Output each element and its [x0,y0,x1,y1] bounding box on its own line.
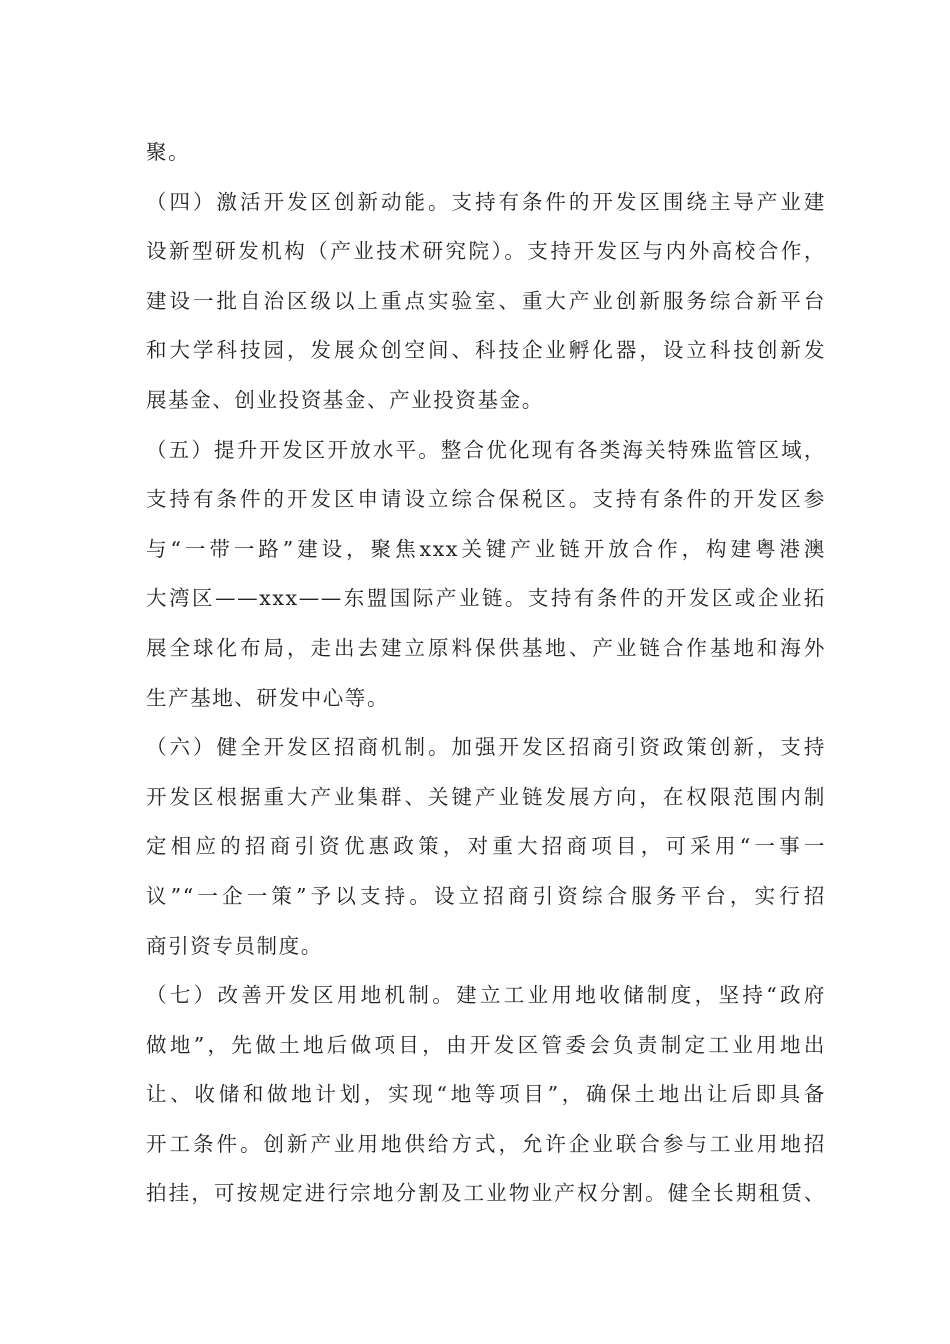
text-line: 开工条件。创新产业用地供给方式，允许企业联合参与工业用地招 [146,1131,826,1156]
text-line: 开发区根据重大产业集群、关键产业链发展方向，在权限范围内制 [146,784,826,809]
text-line: 生产基地、研发中心等。 [146,685,390,710]
text-line: 建设一批自治区级以上重点实验室、重大产业创新服务综合新平台 [146,288,826,313]
text-line: （五）提升开发区开放水平。整合优化现有各类海关特殊监管区域， [146,437,826,462]
text-line: （七）改善开发区用地机制。建立工业用地收储制度，坚持“政府 [146,983,826,1008]
text-line: （六）健全开发区招商机制。加强开发区招商引资政策创新，支持 [146,735,826,760]
text-line: 大湾区——xxx——东盟国际产业链。支持有条件的开发区或企业拓 [146,586,826,611]
text-line: 议”“一企一策”予以支持。设立招商引资综合服务平台，实行招 [146,883,826,908]
document-body [146,128,826,1219]
text-line: 做地”，先做土地后做项目，由开发区管委会负责制定工业用地出 [146,1032,826,1057]
text-line: 支持有条件的开发区申请设立综合保税区。支持有条件的开发区参 [146,487,826,512]
text-line: 让、收储和做地计划，实现“地等项目”，确保土地出让后即具备 [146,1082,826,1107]
text-line: 展全球化布局，走出去建立原料保供基地、产业链合作基地和海外 [146,635,826,660]
text-line: （四）激活开发区创新动能。支持有条件的开发区围绕主导产业建 [146,189,826,214]
text-line: 定相应的招商引资优惠政策，对重大招商项目，可采用“一事一 [146,834,826,859]
text-line: 拍挂，可按规定进行宗地分割及工业物业产权分割。健全长期租赁、 [146,1181,826,1206]
text-line: 展基金、创业投资基金、产业投资基金。 [146,387,544,412]
text-line: 商引资专员制度。 [146,933,323,958]
text-line: 聚。 [146,140,191,164]
text-line: 设新型研发机构（产业技术研究院）。支持开发区与内外高校合作， [146,239,826,264]
text-line: 与“一带一路”建设，聚焦xxx关键产业链开放合作，构建粤港澳 [146,536,826,561]
text-line: 和大学科技园，发展众创空间、科技企业孵化器，设立科技创新发 [146,338,826,363]
